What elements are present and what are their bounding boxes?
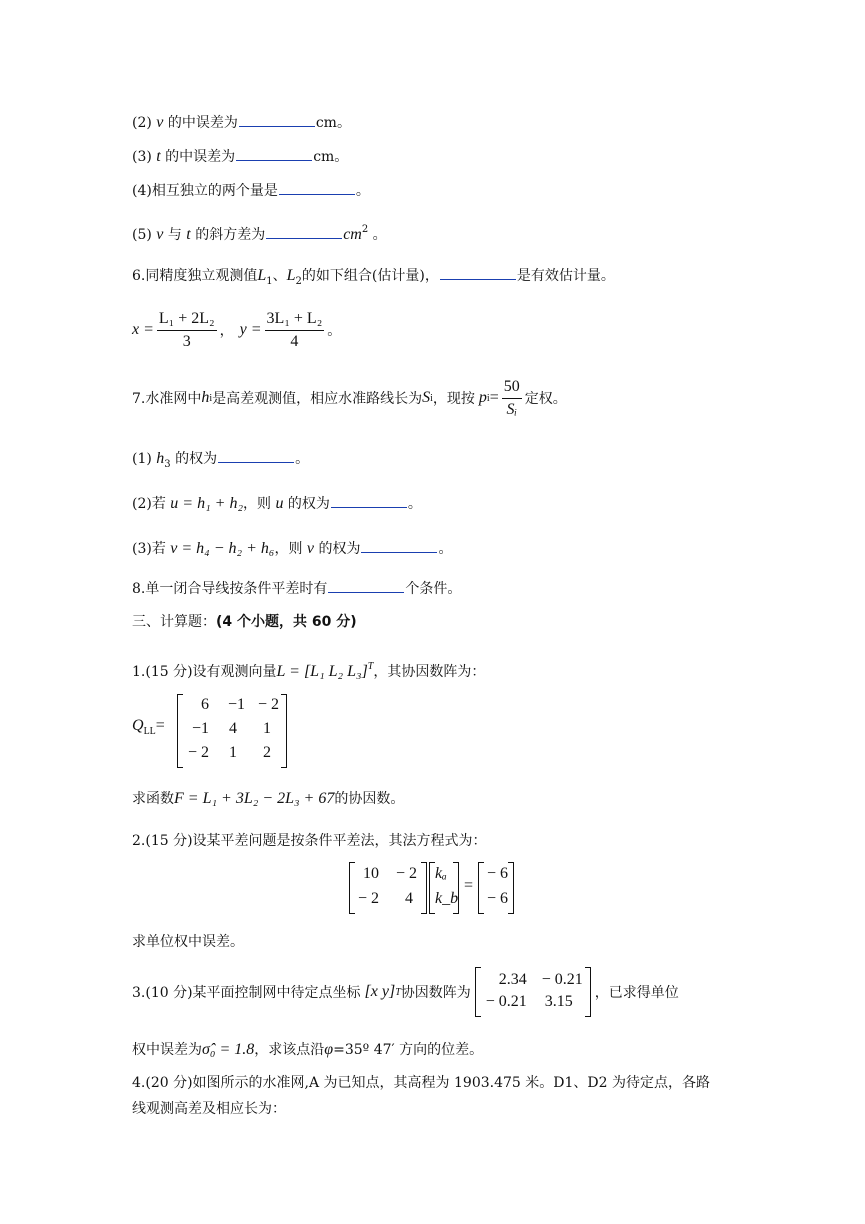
c2-statement: 2.(15 分)设某平差问题是按条件平差法，其法方程式为： (132, 833, 487, 849)
q6-statement: 6.同精度独立观测值$L_1$、$L_2$的如下组合(估计量)， 是有效估计量。 (132, 267, 615, 287)
c3-line2: 权中误差为σ̂₀ = 1.8，求该点沿φ=35º 47′ 方向的位差。 (132, 1041, 484, 1058)
q7-item2: (2)若 u = h₁ + h₂，则 u 的权为 。 (132, 495, 422, 512)
answer-blank[interactable] (440, 265, 516, 280)
answer-blank[interactable] (266, 224, 342, 239)
q5-item4: (4)相互独立的两个量是 。 (132, 180, 370, 201)
rhs-vector: − 6 − 6 (478, 862, 514, 914)
answer-blank[interactable] (328, 578, 404, 593)
c4-line1: 4.(20 分)如图所示的水准网,A 为已知点，其高程为 1903.475 米。D1、D2 为待定点，各路 (132, 1075, 710, 1091)
q7-item1: (1) $h_3$ 的权为 。 (132, 450, 310, 470)
q8-statement: 8.单一闭合导线按条件平差时有 个条件。 (132, 578, 461, 599)
y-fraction: $\frac{\text{3L₁ + L₂}}{4}$ (266, 309, 323, 350)
c4-line2: 线观测高差及相应长为： (132, 1101, 286, 1117)
equals-sign: = (464, 877, 474, 894)
q6-formulas: x = $\frac{\text{L₁ + 2L₂}}{3}$ ， y = $\frac{\text{3L₁ + L₂}}{4}$ 。 (132, 309, 342, 350)
c3-statement: 3.(10 分)某平面控制网中待定点坐标 [x y] T 协因数阵为 2.34 − 0.21 − 0.21 3.15 ，已求得单位 (132, 966, 679, 1018)
covariance-matrix: 6 −1 − 2 −1 4 1 − 2 1 2 (177, 694, 287, 768)
q5-item2: (2) v 的中误差为 cm。 (132, 114, 351, 131)
c1-statement: 1.(15 分)设有观测向量L = [L₁ L₂ L₃]$^T$，其协因数阵为： (132, 661, 486, 680)
answer-blank[interactable] (361, 538, 437, 553)
c2-post: 求单位权中误差。 (132, 934, 244, 950)
q5-item3: (3) t 的中误差为 cm。 (132, 148, 349, 165)
q7-statement: 7.水准网中 h i 是高差观测值，相应水准路线长为 S i ，现按 p i = $\frac{50}{\text{Sᵢ}}$ 定权。 (132, 377, 567, 418)
answer-blank[interactable] (236, 146, 312, 161)
weight-fraction: $\frac{50}{\text{Sᵢ}}$ (503, 377, 520, 418)
answer-blank[interactable] (279, 180, 355, 195)
q5-item5: (5) v 与 t 的斜方差为 $cm^2$ 。 (132, 224, 387, 243)
c1-function: 求函数F = L₁ + 3L₂ − 2L₃ + 67的协因数。 (132, 790, 405, 807)
answer-blank[interactable] (239, 112, 315, 127)
k-vector: kₐ k_b (429, 862, 459, 914)
q7-item3: (3)若 v = h₄ − h₂ + h₆，则 v 的权为 。 (132, 540, 453, 557)
c3-matrix: 2.34 − 0.21 − 0.21 3.15 (475, 967, 591, 1017)
section-heading: 三、计算题：(4 个小题，共 60 分) (132, 614, 357, 630)
answer-blank[interactable] (218, 448, 294, 463)
q-matrix-label: $Q_{LL}=$ (132, 717, 165, 737)
x-fraction: $\frac{\text{L₁ + 2L₂}}{3}$ (158, 309, 215, 350)
normal-matrix: 10 − 2 − 2 4 (349, 862, 427, 914)
answer-blank[interactable] (331, 493, 407, 508)
